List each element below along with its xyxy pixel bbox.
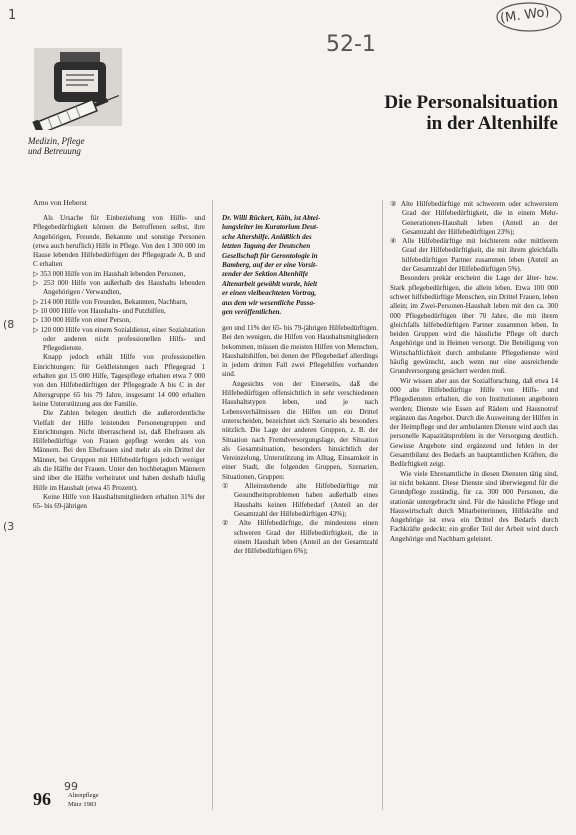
paragraph: ② Alte Hilfebedürftige, die mindestens einen schweren Grad der Hilfebedürftigkeit, die in einem Haushalt leben (Anteil an der Gesamtzahl der Hilfebedürftigen 6%);	[222, 519, 378, 556]
paragraph: gen und 11% der 65- bis 79-jährigen Hilfebedürftigen. Bei den wenigen, die Hilfen von Haushaltsmitgliedern bekommen, müssen die meisten Hilfen von Menschen, Haushaltshilfen, bei denen der Pflegebedarf allerdings in jedem dritten Fall zwei Pflegehilfen vorhanden sind.	[222, 324, 378, 379]
intro-line: Altenarbeit gewählt wurde, hielt	[222, 279, 318, 288]
paragraph: Knapp jedoch erhält Hilfe von professionellen Einrichtungen: für Geldleistungen nach Pflegegrad 1 erhalten gut 15 000 Hilfe, Tagespflege erhalten etwa 7 000 von den Hilfebedürftigen der Pflegegrade A bis C in der Altersgruppe 65 bis 79 Jahre, insgesamt 14 000 erhalten keine Unterstützung aus der Familie.	[33, 353, 205, 408]
intro-line: lungsleiter im Kuratorium Deut-	[222, 223, 319, 232]
margin-note-left-2: (3	[3, 520, 15, 533]
column-rule	[382, 200, 383, 810]
body-column-1	[33, 214, 205, 814]
paragraph: ③ Alte Hilfebedürftige mit schwerem oder schwerstem Grad der Hilfebedürftigkeit, die in einem Mehr-Generationen-Haushalt leben (Anteil an der Gesamtzahl der Hilfebedürftigen 23%);	[390, 200, 558, 236]
intro-box	[222, 214, 378, 317]
intro-line: gen veröffentlichen.	[222, 308, 282, 317]
column-rule	[212, 200, 213, 810]
intro-line: letzten Tagung der Deutschen	[222, 242, 311, 251]
paragraph: ④ Alle Hilfebedürftige mit leichterem oder mittlerem Grad der Hilfebedürftigkeit, die mit ihrem gleichfalls hilfebedürftigen Partner zusammen leben (Anteil an der Gesamtzahl der Hilfebedürftigen 5%).	[390, 237, 558, 274]
margin-note-top-left: 1	[8, 8, 17, 23]
body-column-2	[222, 324, 378, 814]
margin-note-left-1: (8	[3, 318, 15, 331]
paragraph: ▷ 214 000 Hilfe von Freunden, Bekannten, Nachbarn,	[33, 297, 188, 306]
paragraph: Wir wissen aber aus der Sozialforschung, daß etwa 14 000 alte Hilfebedürftige Hilfe von Hilfs- und Pflegediensten erhalten, die von Institutionen angeboten werden; Dienste wie Essen auf Rädern und Hausnotruf ergänzen das Angebot. Durch die Ausweitung der Hilfen in der Heimpflege und der ambulanten Dienste wird auch das personelle Kapazitätsproblem in der Versorgung deutlich. Gewisse Angebote sind ergänzend und fehlen in der Gesamtbilanz des Bedarfs an hauptamtlichen Kräften, die Bedürftigkeit zeigt.	[390, 376, 558, 469]
author-line: Arno von Heberst	[33, 198, 87, 207]
paragraph: ▷ 253 000 Hilfe von außerhalb des Haushalts lebenden Angehörigen / Verwandten,	[33, 279, 205, 297]
section-label	[28, 136, 84, 156]
page-number: 96	[33, 789, 51, 809]
paragraph: Besonders prekär erscheint die Lage der älter- bzw. Stark pflegebedürftigen, die allein leben. Etwa 100 000 schwer hilfsbedürftige Menschen, ein Drittel Frauen, leben allein; im Zwei-Personen-Haushalt leben mit den ca. 300 000 Pflegebedürftigen über 70 Jahre, die mit ihrem gleichfalls hilfebedürftigen Partner zusammen leben. In beiden Gruppen wird die häusliche Pflege oft durch Angehörige und in Heimen versorgt. Die Beteiligung von Wirtschaftlichkeit durch ambulante Pflegedienste wird häufig gewünscht, auch wenn nur eine ausreichende Grundversorgung gesichert werden muß.	[390, 274, 558, 376]
paragraph: Wie viele Ehrenamtliche in diesen Diensten tätig sind, ist nicht bekannt. Diese Dienste sind überwiegend für die Grundpflege zuständig, für ca. 300 000 Personen, die stationär untergebracht sind. Für die häusliche Pflege und Hauswirtschaft durch Mitarbeiterinnen, Hilfskräfte und Angehörige ist etwa ein Drittel des Bedarfs durch Fachkräfte gedeckt; ein großer Teil der Arbeit wird durch Angehörige und Nachbarn geleistet.	[390, 469, 558, 543]
margin-note-top-right: (M. Wo)	[499, 4, 551, 27]
intro-line: er einen vielbeachteten Vortrag,	[222, 289, 317, 298]
intro-line: sche Altershilfe. Anläßlich des	[222, 232, 312, 241]
paragraph: Angesichts von der Einerseits, daß die Hilfebedürftigen offensichtlich in sehr verschiedenen Haushaltstypen leben, und je nach Lebensverhältnissen die Hilfen um ein Drittel unterscheiden, bezeichnet sich Szenario als besonders nützlich. Die Lage der anderen Gruppen, z. B. der Situation nach Fremdversorgungslage, der Situation als Gesamtsituation, besonders hinsichtlich der Vereinzelung, Unterstützung im Alltag, Einsamkeit in einer Stadt, die folgenden Gruppen, Szenarien, Situationen, Gruppen:	[222, 379, 378, 481]
paragraph: ▷ 10 000 Hilfe von Haushalts- und Putzhilfen,	[33, 306, 166, 315]
paragraph: ① Alleinstehende alte Hilfebedürftige mit Gesundheitsproblemen haben außerhalb eines Haushalts keinen Hilfebedarf (Anteil an der Gesamtzahl der Hilfebedürftigen 43%);	[222, 482, 378, 518]
title-line2: in der Altenhilfe	[426, 113, 558, 134]
intro-line: Gesellschaft für Gerontologie in	[222, 251, 318, 260]
medicine-bottle-syringe-icon	[30, 44, 126, 130]
paragraph: Keine Hilfe von Haushaltsmitgliedern erhalten 31% der 65- bis 69-jährigen	[33, 492, 205, 511]
body-column-3	[390, 200, 558, 820]
intro-line: aus dem wir wesentliche Passa-	[222, 298, 316, 307]
paragraph: Die Zahlen belegen deutlich die außerordentliche Vielfalt der Hilfe leistenden Personengruppen und Einrichtungen. Nicht überraschend ist, daß Ehefrauen als Hilfebedürftige von Frauen gepflegt werden als von Männern. Bei den Ehefrauen sind mehr als ein Drittel der Männer, bei Gruppen mit Hilfebedürftigen jedoch weniger als die Hälfte der Frauen. Unter den hochbetagten Männern sind über die Hälfte verheiratet und haben deshalb häufig Hilfe im Haushalt (etwa 45 Prozent).	[33, 409, 205, 492]
handwritten-page-note: 99	[64, 780, 78, 793]
margin-oval-mark	[494, 0, 564, 34]
paragraph: ▷ 130 000 Hilfe von einer Person,	[33, 316, 131, 325]
paragraph: Als Ursache für Einbeziehung von Hilfe- und Pflegebedürftigkeit können die Betroffenen selbst, ihre Angehörigen, Freunde, Bekannte und sonstige Personen (etwa auch beruflich) Hilfe in Pflege. Von den 1 300 000 im Hause lebenden Hilfebedürftigen der Pflegegrade A, B und C erhalten	[33, 214, 205, 269]
intro-line: zender der Sektion Altenhilfe	[222, 270, 309, 279]
page-title	[384, 92, 558, 134]
title-line1: Die Personalsituation	[384, 92, 558, 113]
section-label-line2: und Betreuung	[28, 146, 81, 156]
publication-name: Altenpflege	[68, 792, 99, 799]
publication-date: März 1983	[68, 801, 97, 808]
paragraph: ▷ 353 000 Hilfe von im Haushalt lebenden Personen,	[33, 269, 186, 278]
paragraph: ▷ 120 000 Hilfe von einem Sozialdienst, einer Sozialstation oder anderen nicht professionellen Hilfs- und Pflegedienste.	[33, 325, 205, 353]
margin-note-code: 52-1	[326, 32, 376, 57]
intro-line: Dr. Willi Rückert, Köln, ist Abtei-	[222, 214, 321, 222]
section-label-line1: Medizin, Pflege	[28, 136, 85, 146]
intro-line: Bamberg, auf der er eine Vorsit-	[222, 261, 318, 270]
